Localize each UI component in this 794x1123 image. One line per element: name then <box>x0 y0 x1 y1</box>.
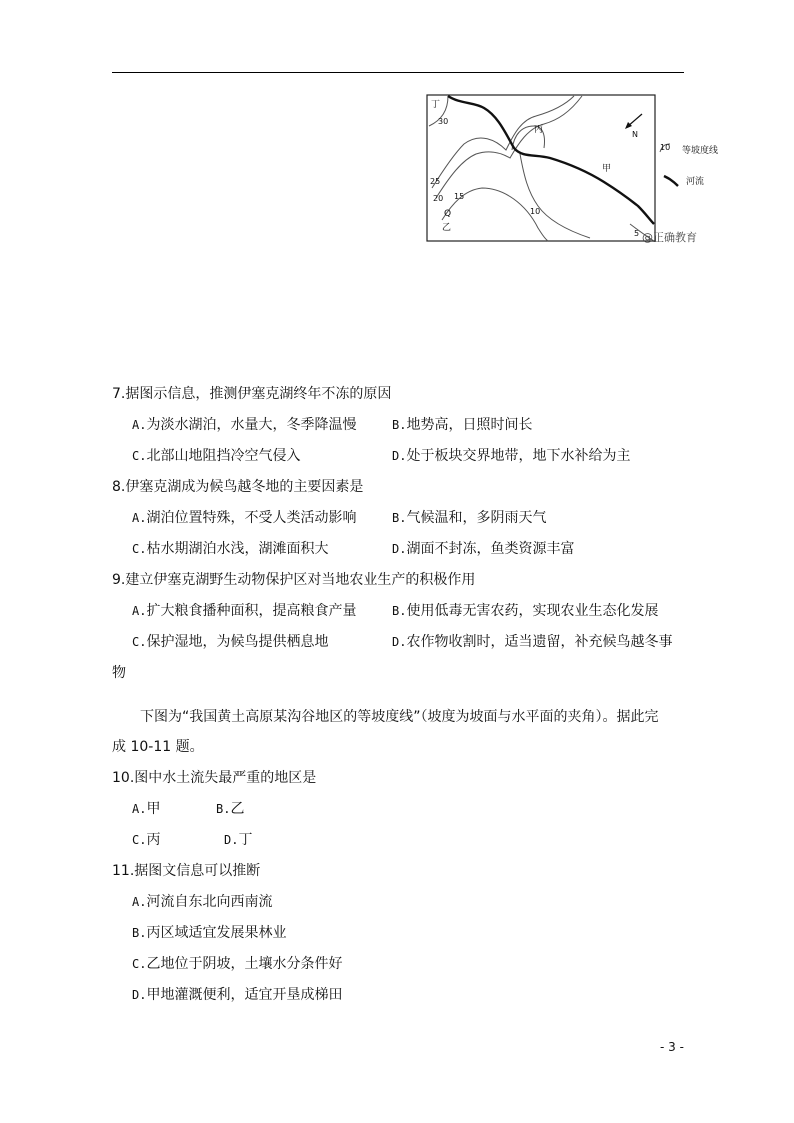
option-key: A. <box>132 895 147 909</box>
q11-option-d <box>132 985 342 1005</box>
q7-option-a <box>132 415 356 435</box>
option-text: 湖面不封冻，鱼类资源丰富 <box>406 541 575 557</box>
intro-line-1: 下图为“我国黄土高原某沟谷地区的等坡度线”（坡度为坡面与水平面的夹角）。据此完 <box>140 709 659 725</box>
legend-contour-value: 10 <box>660 143 671 152</box>
q10-stem: 10.图中水土流失最严重的地区是 <box>112 770 317 786</box>
page-number: - 3 - <box>660 1040 684 1054</box>
option-key: B. <box>132 926 147 940</box>
option-key: C. <box>132 449 147 463</box>
option-key: D. <box>224 833 239 847</box>
north-label: N <box>632 130 638 139</box>
q9-option-c <box>132 632 328 652</box>
q10-option-c <box>132 830 160 850</box>
option-text: 气候温和，多阴雨天气 <box>406 510 547 526</box>
contour-line <box>432 96 574 188</box>
option-text: 农作物收割时，适当遗留，补充候鸟越冬事 <box>406 634 673 650</box>
q9-option-d-wrap: 物 <box>112 665 126 681</box>
option-key: D. <box>392 449 407 463</box>
map-frame <box>427 95 655 241</box>
contour-value: 20 <box>433 194 444 203</box>
label-ding: 丁 <box>431 100 441 110</box>
option-key: A. <box>132 604 147 618</box>
option-key: A. <box>132 802 147 816</box>
label-yi: 乙 <box>442 223 452 233</box>
q11-option-a <box>132 892 272 912</box>
contour-line <box>436 96 582 198</box>
contour-value: 25 <box>430 177 441 186</box>
contour-value: 10 <box>530 207 541 216</box>
q11-option-c <box>132 954 342 974</box>
intro-line-2: 成 10-11 题。 <box>112 739 204 755</box>
option-key: C. <box>132 542 147 556</box>
legend-river-sample <box>664 176 678 186</box>
q11-stem: 11.据图文信息可以推断 <box>112 863 261 879</box>
contour-line <box>520 154 590 238</box>
option-text: 丙 <box>146 832 161 848</box>
option-text: 为淡水湖泊，水量大，冬季降温慢 <box>146 417 357 433</box>
q8-stem: 8.伊塞克湖成为候鸟越冬地的主要因素是 <box>112 479 364 495</box>
q8-option-a <box>132 508 356 528</box>
contour-value: 5 <box>634 229 640 238</box>
q10-option-d <box>224 830 252 850</box>
option-key: C. <box>132 957 147 971</box>
q8-option-c <box>132 539 328 559</box>
option-text: 乙 <box>230 801 245 817</box>
q8-option-b <box>392 508 546 528</box>
contour-value: 15 <box>454 192 465 201</box>
label-bing: 丙 <box>534 125 544 135</box>
option-text: 使用低毒无害农药，实现农业生态化发展 <box>406 603 659 619</box>
q7-option-b <box>392 415 532 435</box>
option-text: 北部山地阻挡冷空气侵入 <box>146 448 301 464</box>
option-key: D. <box>132 988 147 1002</box>
q9-option-d <box>392 632 672 652</box>
q10-option-b <box>216 799 244 819</box>
watermark: @正确教育 <box>642 231 697 244</box>
option-key: D. <box>392 542 407 556</box>
q7-stem: 7.据图示信息，推测伊塞克湖终年不冻的原因 <box>112 386 392 402</box>
option-text: 湖泊位置特殊，不受人类活动影响 <box>146 510 357 526</box>
q8-option-d <box>392 539 574 559</box>
option-text: 河流自东北向西南流 <box>146 894 273 910</box>
option-text: 甲地灌溉便利，适宜开垦成梯田 <box>146 987 343 1003</box>
option-key: C. <box>132 635 147 649</box>
option-key: B. <box>392 511 407 525</box>
label-q: Q <box>444 209 452 219</box>
option-text: 枯水期湖泊水浅，湖滩面积大 <box>146 541 329 557</box>
option-key: A. <box>132 511 147 525</box>
option-key: D. <box>392 635 407 649</box>
option-text: 甲 <box>146 801 161 817</box>
label-jia: 甲 <box>602 164 612 174</box>
option-key: B. <box>216 802 231 816</box>
option-text: 乙地位于阴坡，土壤水分条件好 <box>146 956 343 972</box>
option-key: A. <box>132 418 147 432</box>
option-text: 丙区域适宜发展果林业 <box>146 925 287 941</box>
river <box>448 96 654 224</box>
legend-contour-label: 等坡度线 <box>682 146 719 156</box>
contour-map <box>424 92 724 252</box>
option-text: 丁 <box>238 832 253 848</box>
q11-option-b <box>132 923 286 943</box>
option-text: 扩大粮食播种面积，提高粮食产量 <box>146 603 357 619</box>
q9-stem: 9.建立伊塞克湖野生动物保护区对当地农业生产的积极作用 <box>112 572 476 588</box>
option-text: 处于板块交界地带，地下水补给为主 <box>406 448 631 464</box>
q7-option-c <box>132 446 300 466</box>
option-key: B. <box>392 604 407 618</box>
q10-option-a <box>132 799 160 819</box>
contour-value: 30 <box>438 117 449 126</box>
option-text: 地势高，日照时间长 <box>406 417 533 433</box>
q9-option-b <box>392 601 658 621</box>
option-key: B. <box>392 418 407 432</box>
q9-option-a <box>132 601 356 621</box>
legend-river-label: 河流 <box>686 177 705 187</box>
header-rule <box>112 72 684 73</box>
option-text: 保护湿地，为候鸟提供栖息地 <box>146 634 329 650</box>
q7-option-d <box>392 446 630 466</box>
option-key: C. <box>132 833 147 847</box>
